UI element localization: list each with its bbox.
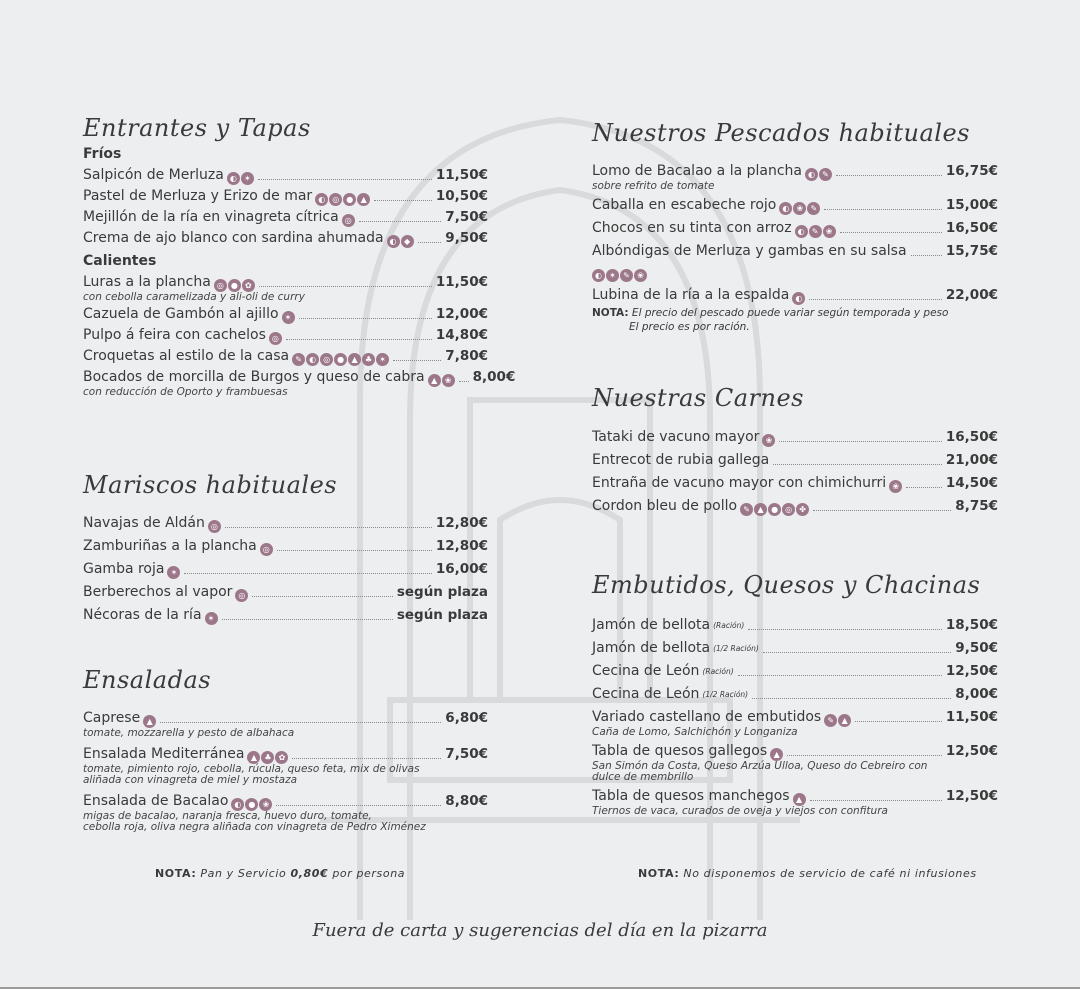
menu-left-column: [83, 113, 516, 398]
item-name: Pastel de Merluza y Erizo de mar: [83, 188, 313, 204]
menu-item: [592, 219, 998, 238]
sulphites-icon: ❀: [793, 202, 806, 215]
item-price: 6,80€: [445, 710, 488, 726]
menu-item: [83, 537, 488, 556]
section-title-carnes: Nuestras Carnes: [592, 384, 804, 412]
allergen-icons: [205, 612, 218, 625]
item-name: Entrecot de rubia gallega: [592, 452, 770, 468]
sulphites-icon: ❀: [259, 798, 272, 811]
menu-item: [592, 242, 998, 282]
item-price: 11,50€: [435, 274, 488, 290]
shellfish-icon: ✶: [205, 612, 218, 625]
dairy-icon: ▲: [247, 751, 260, 764]
item-price: según plaza: [396, 607, 488, 623]
menu-item: [592, 196, 998, 215]
mollusc-icon: ◎: [208, 520, 221, 533]
item-price: 8,80€: [445, 793, 488, 809]
item-name: Pulpo á feira con cachelos: [83, 327, 266, 343]
allergen-icons: [762, 434, 775, 447]
mollusc-icon: ◎: [342, 214, 355, 227]
allergen-icons: [792, 292, 805, 305]
item-description: Tiernos de vaca, curados de oveja y viejos con confitura: [592, 805, 888, 817]
item-price: 16,50€: [945, 220, 998, 236]
subhead-frios: Fríos: [83, 146, 122, 162]
allergen-icons: [282, 311, 295, 324]
item-name: Navajas de Aldán: [83, 515, 205, 531]
item-name: Tabla de quesos manchegos: [592, 788, 790, 804]
dot-leader: [222, 619, 393, 620]
dot-leader: [359, 221, 442, 222]
item-description: San Simón da Costa, Queso Arzúa Ulloa, Queso do Cebreiro con: [592, 760, 928, 772]
item-price: 11,50€: [435, 167, 488, 183]
dot-leader: [252, 596, 392, 597]
item-price: 21,00€: [945, 452, 998, 468]
item-name: Gamba roja: [83, 561, 165, 577]
list-carnes: [592, 428, 998, 516]
dot-leader: [810, 800, 942, 801]
list-embutidos: [592, 616, 998, 817]
item-name: Cecina de León: [592, 663, 700, 679]
dot-leader: [225, 527, 432, 528]
gluten-icon: ✎: [292, 353, 305, 366]
menu-item: [592, 428, 998, 447]
item-description: sobre refrito de tomate: [592, 180, 715, 192]
menu-item: [83, 368, 516, 398]
item-name: Tataki de vacuno mayor: [592, 429, 760, 445]
item-name: Nécoras de la ría: [83, 607, 202, 623]
egg-icon: ●: [334, 353, 347, 366]
allergen-icons: [208, 520, 221, 533]
menu-item: [592, 474, 998, 493]
sulphites-icon: ❀: [634, 269, 647, 282]
dot-leader: [855, 721, 942, 722]
item-name: Caballa en escabeche rojo: [592, 197, 777, 213]
dot-leader: [299, 318, 432, 319]
menu-item: [83, 305, 488, 324]
item-price: 14,80€: [435, 327, 488, 343]
fish-icon: ◐: [387, 235, 400, 248]
gluten-icon: ✎: [824, 714, 837, 727]
menu-item: [83, 229, 488, 248]
dot-leader: [779, 441, 941, 442]
mollusc-icon: ◎: [269, 332, 282, 345]
sulphites-icon: ❀: [889, 480, 902, 493]
menu-item: [83, 326, 488, 345]
dot-leader: [393, 360, 441, 361]
allergen-icons: [387, 235, 414, 248]
item-name: Zamburiñas a la plancha: [83, 538, 257, 554]
item-price: 9,50€: [955, 640, 998, 656]
dot-leader: [752, 698, 951, 699]
menu-item: [83, 792, 488, 833]
item-price: 12,00€: [435, 306, 488, 322]
sulphites-icon: ❀: [442, 374, 455, 387]
item-description: migas de bacalao, naranja fresca, huevo duro, tomate,: [83, 810, 372, 822]
carnes-section: [592, 383, 998, 516]
item-price: 12,80€: [435, 515, 488, 531]
menu-item: [83, 514, 488, 533]
item-name: Berberechos al vapor: [83, 584, 233, 600]
allergen-icons: [315, 193, 370, 206]
list-frios: [83, 166, 488, 248]
menu-item: [83, 709, 488, 739]
dairy-icon: ▲: [143, 715, 156, 728]
item-name: Salpicón de Merluza: [83, 167, 224, 183]
section-title-ensaladas: Ensaladas: [83, 666, 212, 694]
item-price: 7,50€: [445, 209, 488, 225]
fish-icon: ◐: [805, 168, 818, 181]
dairy-icon: ▲: [428, 374, 441, 387]
item-name: Croquetas al estilo de la casa: [83, 348, 290, 364]
item-name: Mejillón de la ría en vinagreta cítrica: [83, 209, 339, 225]
shellfish-icon: ✶: [606, 269, 619, 282]
item-name: Jamón de bellota: [592, 640, 711, 656]
gluten-icon: ✎: [620, 269, 633, 282]
allergen-icons: [269, 332, 282, 345]
fish-icon: ◐: [315, 193, 328, 206]
item-price: 8,00€: [955, 686, 998, 702]
item-price: 9,50€: [445, 230, 488, 246]
note-no-coffee: NOTA: No disponemos de servicio de café ni infusiones: [638, 867, 977, 880]
list-calientes: [83, 273, 516, 398]
gluten-icon: ✎: [740, 503, 753, 516]
item-name: Luras a la plancha: [83, 274, 211, 290]
item-price: 12,50€: [945, 788, 998, 804]
dot-leader: [738, 675, 942, 676]
item-name: Cordon bleu de pollo: [592, 498, 738, 514]
allergen-icons: [428, 374, 455, 387]
item-price: 16,00€: [435, 561, 488, 577]
menu-item: [83, 208, 488, 227]
dot-leader: [787, 755, 942, 756]
menu-item: [83, 583, 488, 602]
egg-icon: ●: [228, 279, 241, 292]
dot-leader: [836, 175, 942, 176]
dot-leader: [813, 510, 951, 511]
item-price: 22,00€: [945, 287, 998, 303]
item-name: Cazuela de Gambón al ajillo: [83, 306, 279, 322]
item-price: 8,75€: [955, 498, 998, 514]
item-name: Lomo de Bacalao a la plancha: [592, 163, 802, 179]
nuts-icon: ◆: [401, 235, 414, 248]
menu-item: [592, 662, 998, 681]
portion-size: (1/2 Ración): [702, 690, 749, 699]
item-description: tomate, pimiento rojo, cebolla, rúcula, queso feta, mix de olivas: [83, 763, 420, 775]
allergen-icons: [235, 589, 248, 602]
item-description: cebolla roja, oliva negra aliñada con vinagreta de Pedro Ximénez: [83, 821, 426, 833]
dot-leader: [292, 758, 441, 759]
dot-leader: [773, 464, 942, 465]
allergen-icons: [260, 543, 273, 556]
dot-leader: [824, 209, 942, 210]
mollusc-icon: ◎: [782, 503, 795, 516]
allergen-icons: [824, 714, 851, 727]
shellfish-icon: ✶: [241, 172, 254, 185]
item-name: Lubina de la ría a la espalda: [592, 287, 790, 303]
item-price: 11,50€: [945, 709, 998, 725]
dairy-icon: ▲: [770, 748, 783, 761]
allergen-icons: [740, 503, 809, 516]
menu-item: [83, 166, 488, 185]
note-bread-service: NOTA: Pan y Servicio 0,80€ por persona: [155, 867, 406, 880]
dot-leader: [259, 286, 432, 287]
menu-item: [592, 616, 998, 635]
item-price: 15,75€: [945, 243, 998, 259]
menu-item: [592, 451, 998, 470]
soy-icon: ✤: [796, 503, 809, 516]
celery-icon: ♣: [261, 751, 274, 764]
item-description: con cebolla caramelizada y ali-oli de curry: [83, 291, 305, 303]
item-price: 8,00€: [472, 369, 516, 385]
dairy-icon: ▲: [838, 714, 851, 727]
dot-leader: [911, 255, 942, 256]
dot-leader: [374, 200, 432, 201]
gluten-icon: ✎: [809, 225, 822, 238]
mollusc-icon: ◎: [320, 353, 333, 366]
dot-leader: [286, 339, 432, 340]
dot-leader: [748, 629, 942, 630]
mollusc-icon: ◎: [260, 543, 273, 556]
portion-size: (Ración): [702, 667, 734, 676]
dot-leader: [809, 299, 942, 300]
item-price: 7,80€: [445, 348, 488, 364]
item-price: 10,50€: [435, 188, 488, 204]
dot-leader: [277, 550, 432, 551]
fish-icon: ◐: [792, 292, 805, 305]
item-name: Entraña de vacuno mayor con chimichurri: [592, 475, 887, 491]
item-price: 14,50€: [945, 475, 998, 491]
fish-icon: ◐: [779, 202, 792, 215]
menu-item: [592, 497, 998, 516]
item-price: 12,80€: [435, 538, 488, 554]
menu-item: [592, 708, 998, 738]
mollusc-icon: ◎: [235, 589, 248, 602]
menu-item: [83, 187, 488, 206]
item-price: 7,50€: [445, 746, 488, 762]
allergen-icons: [227, 172, 254, 185]
dot-leader: [840, 232, 942, 233]
item-price: 12,50€: [945, 743, 998, 759]
fish-icon: ◐: [592, 269, 605, 282]
menu-item: [592, 286, 998, 305]
item-name: Ensalada Mediterránea: [83, 746, 245, 762]
egg-icon: ●: [245, 798, 258, 811]
item-name: Chocos en su tinta con arroz: [592, 220, 792, 236]
dot-leader: [184, 573, 431, 574]
gluten-icon: ✎: [807, 202, 820, 215]
section-title-pescados: Nuestros Pescados habituales: [592, 119, 970, 147]
menu-item: [592, 787, 998, 817]
dairy-icon: ▲: [793, 793, 806, 806]
menu-item: [83, 347, 488, 366]
allergen-icons: [889, 480, 902, 493]
dot-leader: [160, 722, 441, 723]
dot-leader: [276, 805, 441, 806]
menu-item: [83, 560, 488, 579]
item-name: Tabla de quesos gallegos: [592, 743, 768, 759]
item-price: 18,50€: [945, 617, 998, 633]
menu-item: [592, 639, 998, 658]
celery-icon: ♣: [362, 353, 375, 366]
mustard-icon: ✿: [242, 279, 255, 292]
menu-item: [592, 685, 998, 704]
footer-tagline: Fuera de carta y sugerencias del día en la pizarra: [312, 920, 768, 941]
menu-item: [592, 742, 998, 783]
list-mariscos: [83, 514, 488, 625]
item-price: 15,00€: [945, 197, 998, 213]
item-price: 12,50€: [945, 663, 998, 679]
embutidos-section: [592, 570, 998, 817]
mariscos-section: [83, 470, 488, 625]
allergen-icons: [779, 202, 820, 215]
section-title-entrantes: Entrantes y Tapas: [83, 114, 311, 142]
item-description: tomate, mozzarella y pesto de albahaca: [83, 727, 295, 739]
dot-leader: [763, 652, 952, 653]
sulphites-icon: ❀: [823, 225, 836, 238]
egg-icon: ●: [343, 193, 356, 206]
item-price: 16,50€: [945, 429, 998, 445]
egg-icon: ●: [768, 503, 781, 516]
item-description: dulce de membrillo: [592, 771, 694, 783]
fish-icon: ◐: [231, 798, 244, 811]
allergen-icons: [342, 214, 355, 227]
item-name: Bocados de morcilla de Burgos y queso de cabra: [83, 369, 425, 385]
fish-icon: ◐: [306, 353, 319, 366]
item-name: Variado castellano de embutidos: [592, 709, 822, 725]
allergen-icons: [167, 566, 180, 579]
item-description: Caña de Lomo, Salchichón y Longaniza: [592, 726, 798, 738]
item-name: Ensalada de Bacalao: [83, 793, 229, 809]
mollusc-icon: ◎: [214, 279, 227, 292]
sulphites-icon: ❀: [762, 434, 775, 447]
item-name: Albóndigas de Merluza y gambas en su salsa: [592, 243, 907, 259]
menu-item: [592, 162, 998, 192]
fish-icon: ◐: [795, 225, 808, 238]
allergen-icons: [805, 168, 832, 181]
shellfish-icon: ✶: [376, 353, 389, 366]
mustard-icon: ✿: [275, 751, 288, 764]
allergen-icons: [592, 269, 647, 282]
shellfish-icon: ✶: [167, 566, 180, 579]
item-name: Crema de ajo blanco con sardina ahumada: [83, 230, 384, 246]
list-ensaladas: [83, 709, 488, 833]
note-fish-price: NOTA: El precio del pescado puede variar según temporada y peso El precio es por ración.: [592, 307, 949, 333]
shellfish-icon: ✶: [282, 311, 295, 324]
dot-leader: [418, 242, 442, 243]
section-title-embutidos: Embutidos, Quesos y Chacinas: [592, 571, 981, 599]
item-description: aliñada con vinagreta de miel y mostaza: [83, 774, 298, 786]
pescados-section: [592, 118, 998, 334]
list-pescados: [592, 162, 998, 305]
item-name: Cecina de León: [592, 686, 700, 702]
item-price: 16,75€: [945, 163, 998, 179]
portion-size: (1/2 Ración): [713, 644, 759, 653]
menu-item: [83, 745, 488, 786]
gluten-icon: ✎: [819, 168, 832, 181]
dot-leader: [906, 487, 942, 488]
item-name: Jamón de bellota: [592, 617, 711, 633]
item-description: con reducción de Oporto y frambuesas: [83, 386, 288, 398]
ensaladas-section: [83, 665, 488, 833]
dot-leader: [459, 381, 469, 382]
dairy-icon: ▲: [348, 353, 361, 366]
fish-icon: ◐: [227, 172, 240, 185]
dairy-icon: ▲: [754, 503, 767, 516]
subhead-calientes: Calientes: [83, 253, 157, 269]
menu-item: [83, 606, 488, 625]
item-price: según plaza: [396, 584, 488, 600]
dot-leader: [258, 179, 432, 180]
allergen-icons: [292, 353, 389, 366]
allergen-icons: [795, 225, 836, 238]
item-name: Caprese: [83, 710, 141, 726]
mollusc-icon: ◎: [329, 193, 342, 206]
section-title-mariscos: Mariscos habituales: [83, 471, 338, 499]
menu-item: [83, 273, 488, 303]
dairy-icon: ▲: [357, 193, 370, 206]
portion-size: (Ración): [713, 621, 745, 630]
